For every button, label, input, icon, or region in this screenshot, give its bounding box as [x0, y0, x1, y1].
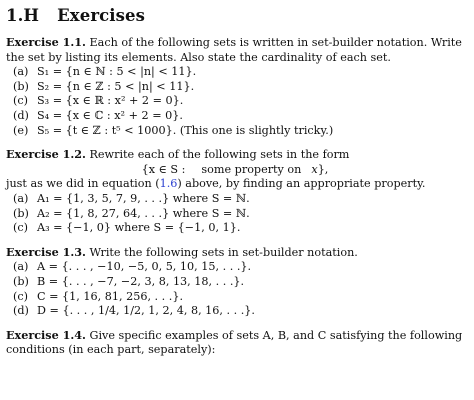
item-label: (c): [13, 221, 28, 235]
exercise-1-3-title: Exercise 1.3.: [6, 244, 86, 259]
exercise-1-1: [6, 35, 464, 138]
exercise-1-4-prompt: [6, 328, 464, 358]
item-label: (d): [13, 304, 29, 318]
item-math: C = {1, 16, 81, 256, . . .}.: [37, 289, 184, 303]
display-equation: [6, 163, 464, 178]
exercise-1-2-continuation: [6, 177, 464, 192]
list-item: [6, 221, 464, 236]
display-close: },: [317, 162, 329, 176]
list-item: [6, 192, 464, 207]
item-math: S₃ = {x ∈ ℝ : x² + 2 = 0}.: [37, 94, 184, 108]
item-label: (e): [13, 123, 29, 137]
exercise-1-3-list: [6, 260, 464, 318]
exercise-1-2-list: [6, 192, 464, 236]
exercise-1-1-list: [6, 65, 464, 138]
list-item: [6, 207, 464, 222]
exercise-1-1-prompt: [6, 35, 464, 65]
display-open: {x ∈ S :: [141, 162, 186, 176]
list-item: [6, 80, 464, 95]
exercise-1-3: [6, 245, 464, 319]
item-label: (c): [13, 289, 28, 303]
item-math: B = {. . . , −7, −2, 3, 8, 13, 18, . . .}.: [37, 274, 245, 288]
continuation-text-start: just as we did in equation (: [6, 177, 160, 191]
exercise-1-2-title: Exercise 1.2.: [6, 147, 86, 162]
section-title: Exercises: [57, 6, 146, 25]
item-label: (a): [13, 260, 29, 274]
list-item: [6, 109, 464, 124]
item-math: A₂ = {1, 8, 27, 64, . . .} where S = ℕ.: [37, 206, 250, 220]
item-math: S₂ = {n ∈ ℤ : 5 < |n| < 11}.: [37, 79, 195, 93]
list-item: [6, 304, 464, 319]
exercise-1-1-title: Exercise 1.1.: [6, 35, 86, 49]
exercise-1-2-text: Rewrite each of the following sets in the form: [85, 148, 350, 162]
equation-reference-link[interactable]: 1.6: [159, 177, 178, 191]
exercise-1-4: [6, 328, 464, 358]
list-item: [6, 260, 464, 275]
exercise-1-4-title: Exercise 1.4.: [6, 327, 86, 342]
item-math: S₁ = {n ∈ ℕ : 5 < |n| < 11}.: [37, 65, 197, 79]
item-label: (b): [13, 274, 29, 288]
exercise-1-4-text: Give specific examples of sets A, B, and C satisfying the following conditions (in each part, separately):: [6, 328, 463, 357]
item-label: (d): [13, 108, 29, 122]
item-math: A₃ = {−1, 0} where S = {−1, 0, 1}.: [37, 221, 241, 235]
item-label: (c): [13, 94, 28, 108]
list-item: [6, 275, 464, 290]
display-var: x: [311, 162, 318, 176]
list-item: [6, 65, 464, 80]
continuation-text-end: ) above, by finding an appropriate property.: [177, 177, 426, 191]
section-number: 1.H: [6, 6, 40, 25]
display-middle: some property on: [201, 162, 302, 176]
item-math: A = {. . . , −10, −5, 0, 5, 10, 15, . . .}.: [37, 260, 252, 274]
item-math: A₁ = {1, 3, 5, 7, 9, . . .} where S = ℕ.: [37, 191, 250, 205]
item-label: (a): [13, 65, 29, 79]
exercise-1-2-prompt: [6, 147, 464, 163]
exercise-1-1-text: Each of the following sets is written in set-builder notation. Write the set by listing its elements. Also state the cardinality of each set.: [6, 36, 462, 64]
item-label: (b): [13, 206, 29, 220]
exercise-1-3-text: Write the following sets in set-builder notation.: [85, 245, 358, 259]
item-math: D = {. . . , 1/4, 1/2, 1, 2, 4, 8, 16, . . .}.: [37, 304, 255, 318]
list-item: [6, 124, 464, 139]
exercise-1-2: [6, 147, 464, 236]
item-math: S₄ = {x ∈ ℂ : x² + 2 = 0}.: [37, 108, 183, 122]
exercise-1-3-prompt: [6, 245, 464, 261]
item-label: (b): [13, 79, 29, 93]
item-label: (a): [13, 191, 29, 205]
item-math: S₅ = {t ∈ ℤ : t⁵ < 1000}. (This one is slightly tricky.): [37, 123, 334, 137]
list-item: [6, 290, 464, 305]
list-item: [6, 94, 464, 109]
section-heading: [6, 6, 464, 25]
